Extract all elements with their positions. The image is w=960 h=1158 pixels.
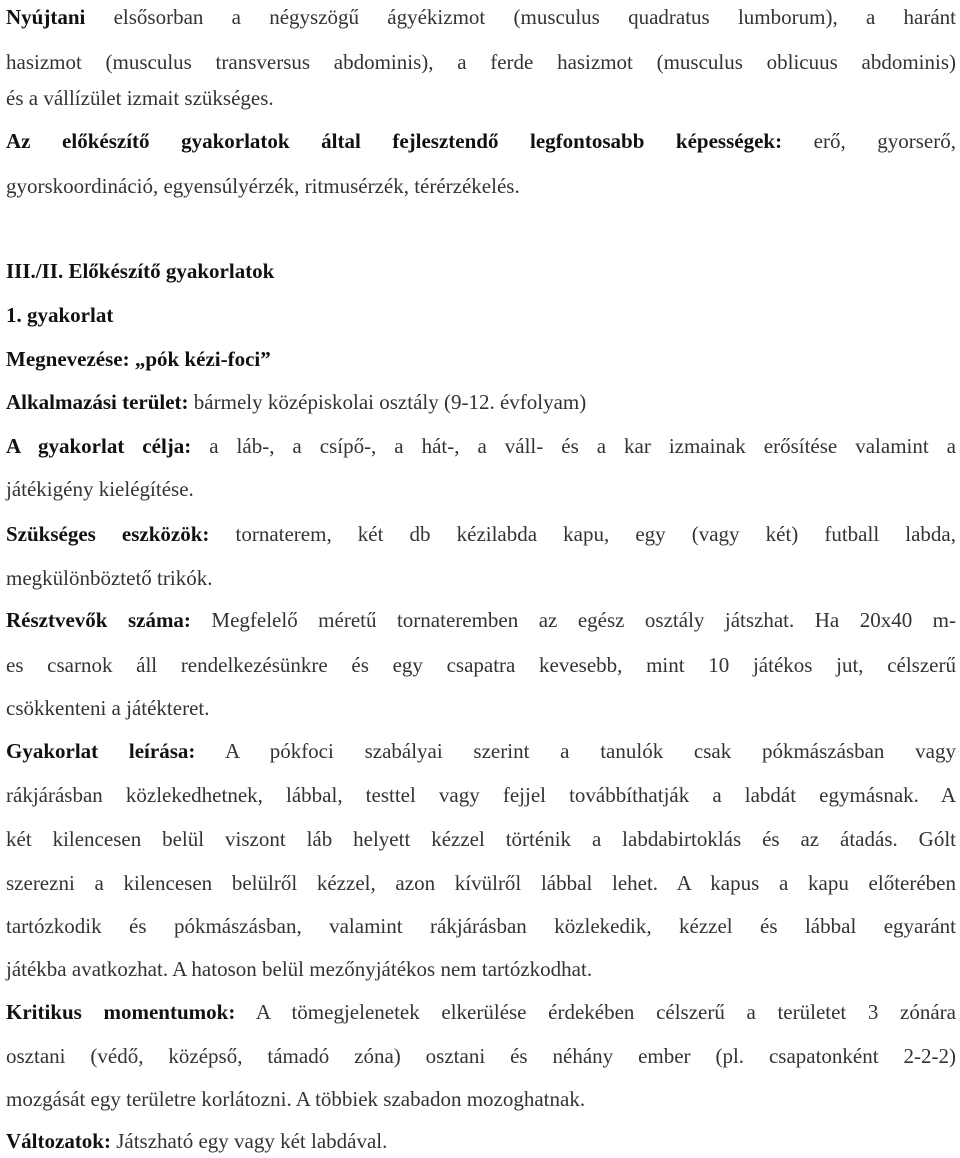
section-title: III./II. Előkészítő gyakorlatok (6, 259, 275, 283)
stretch-para-line-1: Nyújtani elsősorban a négyszögű ágyékizmot (musculus quadratus lumborum), a haránt (6, 5, 956, 29)
tools-line-1: Szükséges eszközök: tornaterem, két db kézilabda kapu, egy (vagy két) futball labda, (6, 522, 956, 546)
goal-line-1: A gyakorlat célja: a láb-, a csípő-, a hát-, a váll- és a kar izmainak erősítése valamint a (6, 434, 957, 458)
goal-line-2: játékigény kielégítése. (6, 477, 194, 501)
application-area: Alkalmazási terület: bármely középiskolai osztály (9-12. évfolyam) (6, 390, 587, 414)
description-line-6: játékba avatkozhat. A hatoson belül mezőnyjátékos nem tartózkodhat. (6, 957, 593, 981)
participants-line-2: es csarnok áll rendelkezésünkre és egy csapatra kevesebb, mint 10 játékos jut, célszerű (6, 653, 956, 677)
abilities-para-line-1: Az előkészítő gyakorlatok által fejlesztendő legfontosabb képességek: erő, gyorserő, (6, 129, 956, 153)
tools-line-2: megkülönböztető trikók. (6, 566, 213, 590)
variations: Változatok: Játszható egy vagy két labdával. (6, 1129, 388, 1153)
critical-line-3: mozgását egy területre korlátozni. A többiek szabadon mozoghatnak. (6, 1087, 586, 1111)
description-line-2: rákjárásban közlekedhetnek, lábbal, testtel vagy fejjel továbbíthatják a labdát egymásnak. A (6, 783, 956, 807)
stretch-label: Nyújtani (6, 5, 86, 29)
participants-line-1: Résztvevők száma: Megfelelő méretű tornateremben az egész osztály játszhat. Ha 20x40 m- (6, 608, 957, 632)
exercise-name: Megnevezése: „pók kézi-foci” (6, 347, 271, 371)
description-line-3: két kilencesen belül viszont láb helyett kézzel történik a labdabirtoklás és az átadás. Gólt (6, 827, 956, 851)
description-line-4: szerezni a kilencesen belülről kézzel, azon kívülről lábbal lehet. A kapus a kapu előterében (6, 871, 956, 895)
description-line-5: tartózkodik és pókmászásban, valamint rákjárásban közlekedik, kézzel és lábbal egyaránt (6, 914, 956, 938)
description-line-1: Gyakorlat leírása: A pókfoci szabályai szerint a tanulók csak pókmászásban vagy (6, 739, 956, 763)
critical-line-2: osztani (védő, középső, támadó zóna) osztani és néhány ember (pl. csapatonként 2-2-2) (6, 1044, 956, 1068)
exercise-title: 1. gyakorlat (6, 303, 114, 327)
stretch-para-line-3: és a vállízület izmait szükséges. (6, 86, 274, 110)
abilities-para-line-2: gyorskoordináció, egyensúlyérzék, ritmusérzék, térérzékelés. (6, 174, 520, 198)
critical-line-1: Kritikus momentumok: A tömegjelenetek elkerülése érdekében célszerű a területet 3 zónára (6, 1000, 956, 1024)
stretch-para-line-2: hasizmot (musculus transversus abdominis), a ferde hasizmot (musculus oblicuus abdominis) (6, 50, 956, 74)
participants-line-3: csökkenteni a játékteret. (6, 696, 210, 720)
abilities-label: Az előkészítő gyakorlatok által fejlesztendő legfontosabb képességek: (6, 129, 783, 153)
